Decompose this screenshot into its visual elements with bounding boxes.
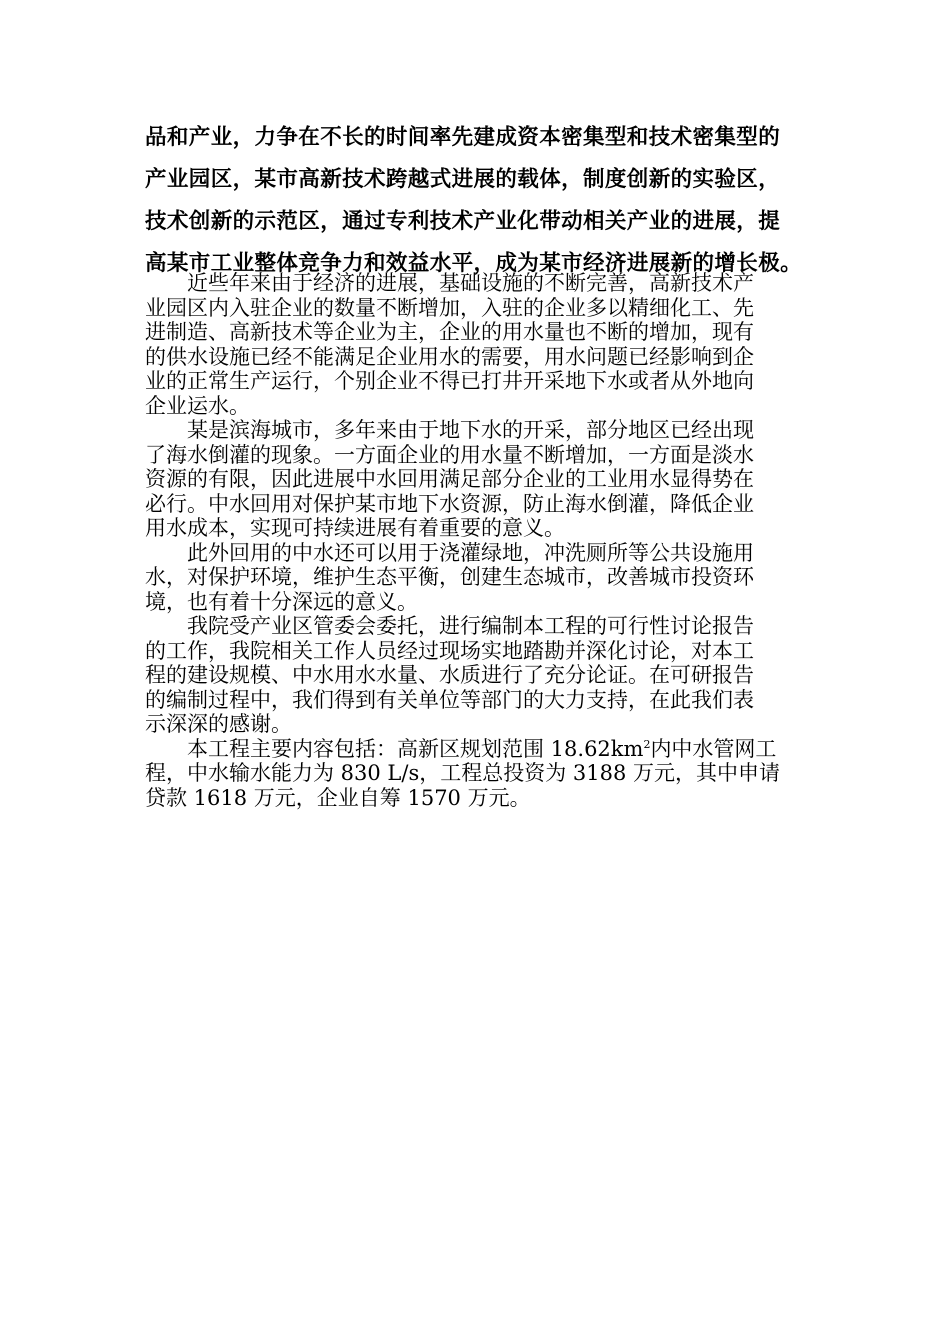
text-fragment: 内中水管网工 — [650, 736, 777, 761]
text-line: 品和产业，力争在不长的时间率先建成资本密集型和技术密集型的 — [145, 125, 781, 150]
text-line: 高某市工业整体竞争力和效益水平，成为某市经济进展新的增长极。 — [145, 251, 803, 276]
text-line — [145, 737, 805, 762]
text-line: 业的正常生产运行，个别企业不得已打井开采地下水或者从外地向 — [145, 369, 754, 393]
body-text — [145, 271, 805, 810]
text-line: 某是滨海城市，多年来由于地下水的开采，部分地区已经出现 — [187, 418, 754, 442]
text-line: 进制造、高新技术等企业为主，企业的用水量也不断的增加，现有 — [145, 320, 754, 344]
text-line: 了海水倒灌的现象。一方面企业的用水量不断增加，一方面是淡水 — [145, 442, 754, 467]
superscript: 2 — [643, 737, 651, 751]
text-line: 示深深的感谢。 — [145, 712, 292, 736]
text-line: 技术创新的示范区，通过专利技术产业化带动相关产业的进展，提 — [145, 209, 781, 234]
text-line: 用水成本，实现可持续进展有着重要的意义。 — [145, 516, 565, 540]
text-line: 我院受产业区管委会委托，进行编制本工程的可行性讨论报告 — [187, 614, 754, 638]
text-line: 此外回用的中水还可以用于浇灌绿地，冲洗厕所等公共设施用 — [187, 540, 754, 565]
text-line: 资源的有限，因此进展中水回用满足部分企业的工业用水显得势在 — [145, 467, 754, 491]
text-line: 近些年来由于经济的进展，基础设施的不断完善，高新技术产 — [187, 271, 754, 295]
intro-paragraph — [145, 117, 805, 285]
text-line: 程的建设规模、中水用水水量、水质进行了充分论证。在可研报告 — [145, 663, 754, 687]
paragraph-project-content — [145, 737, 805, 811]
text-line: 贷款 1618 万元，企业自筹 1570 万元。 — [145, 785, 531, 810]
text-line: 水，对保护环境，维护生态平衡，创建生态城市，改善城市投资环 — [145, 565, 754, 589]
text-line: 业园区内入驻企业的数量不断增加，入驻的企业多以精细化工、先 — [145, 295, 754, 320]
text-line: 程，中水输水能力为 830 L/s，工程总投资为 3188 万元，其中申请 — [145, 761, 781, 785]
text-line: 的编制过程中，我们得到有关单位等部门的大力支持，在此我们表 — [145, 687, 754, 712]
paragraph-development — [145, 271, 805, 418]
text-fragment: 本工程主要内容包括：高新区规划范围 18.62km — [187, 736, 644, 761]
text-line: 的供水设施已经不能满足企业用水的需要，用水问题已经影响到企 — [145, 344, 754, 369]
paragraph-reuse — [145, 541, 805, 615]
paragraph-groundwater — [145, 418, 805, 541]
text-line: 必行。中水回用对保护某市地下水资源，防止海水倒灌，降低企业 — [145, 491, 754, 516]
text-line: 的工作，我院相关工作人员经过现场实地踏勘并深化讨论，对本工 — [145, 638, 754, 663]
text-line: 境，也有着十分深远的意义。 — [145, 589, 418, 614]
text-line: 产业园区，某市高新技术跨越式进展的载体，制度创新的实验区， — [145, 167, 781, 192]
text-line: 企业运水。 — [145, 393, 250, 418]
paragraph-commission — [145, 614, 805, 737]
